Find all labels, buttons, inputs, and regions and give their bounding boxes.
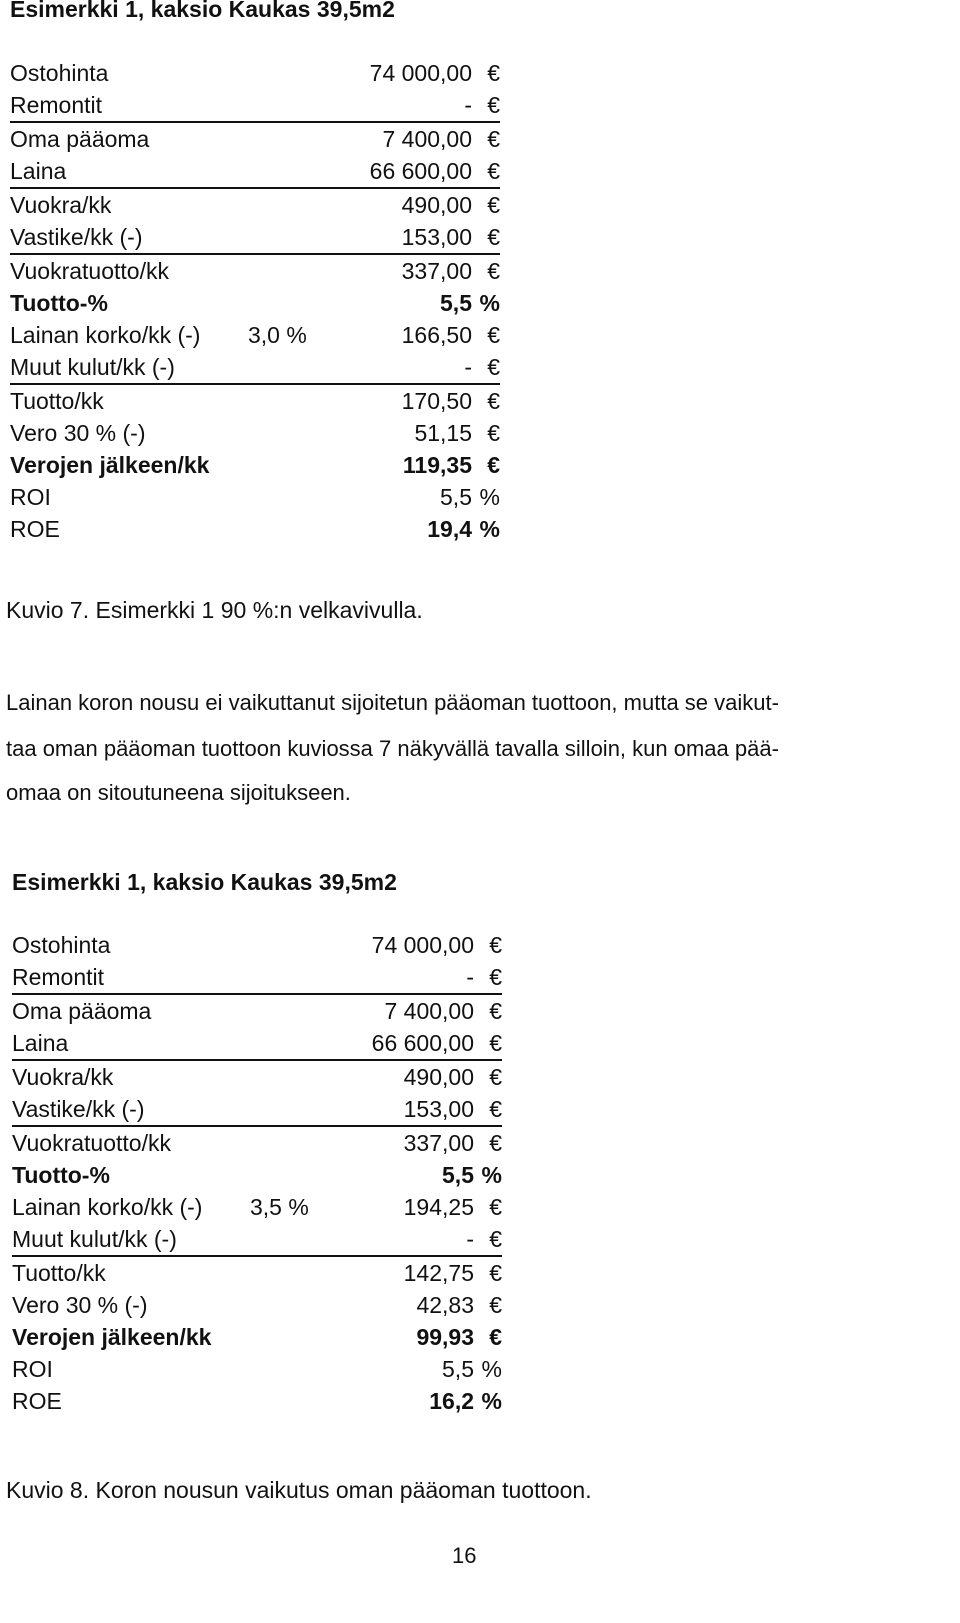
table2 [12,929,502,1417]
row-label: Remontit [12,961,250,994]
row-unit: % [481,1162,502,1188]
row-rate [250,1093,338,1126]
row-value: 99,93 [416,1324,474,1350]
row-unit: € [489,1260,502,1286]
row-rate [248,384,336,417]
table-row [10,513,500,545]
paragraph-line-2: taa oman pääoman tuottoon kuviossa 7 näkyvällä tavalla silloin, kun omaa pää- [6,736,779,761]
row-unit: € [489,1324,502,1350]
row-unit: € [487,322,500,348]
table-row [12,1321,502,1353]
row-rate [250,929,338,961]
paragraph-line-3: omaa on sitoutuneena sijoitukseen. [6,780,351,805]
row-label: Verojen jälkeen/kk [10,452,210,478]
row-value: 490,00 [403,1064,474,1090]
row-label: Laina [12,1027,250,1060]
row-unit: % [479,516,500,542]
row-unit: % [481,1356,502,1382]
row-rate [250,1060,338,1093]
table1-title: Esimerkki 1, kaksio Kaukas 39,5m2 [10,0,395,22]
row-rate [250,961,338,994]
row-label: Oma pääoma [12,998,152,1024]
table-row [10,417,500,449]
row-rate [248,449,336,481]
table-row [12,994,502,1027]
row-unit: € [474,1027,502,1060]
row-rate [250,1027,338,1060]
row-rate [248,513,336,545]
table-row [12,1289,502,1321]
row-label: Ostohinta [10,60,109,86]
table-row [10,287,500,319]
table-row [12,1385,502,1417]
row-unit: € [489,1064,502,1090]
table-row [10,384,500,417]
table-row [12,1027,502,1060]
row-rate [248,89,336,122]
row-unit: € [487,258,500,284]
table-row [10,155,500,188]
row-label: Vuokratuotto/kk [12,1130,171,1156]
row-label: Oma pääoma [10,126,150,152]
row-unit: € [489,1194,502,1220]
row-unit: % [481,1388,502,1414]
row-label: Verojen jälkeen/kk [12,1324,212,1350]
row-unit: € [472,221,500,254]
row-value: 66 600,00 [338,1027,474,1060]
row-rate [250,1159,338,1191]
row-value: 66 600,00 [336,155,472,188]
row-value: 7 400,00 [384,998,474,1024]
row-rate [250,1385,338,1417]
row-label: Laina [10,155,248,188]
row-unit: € [487,388,500,414]
row-label: Tuotto-% [12,1162,110,1188]
row-value: 16,2 [429,1388,474,1414]
row-label: Tuotto/kk [12,1260,106,1286]
table-row [10,89,500,122]
row-label: Remontit [10,89,248,122]
table-row [10,57,500,89]
row-value: - [338,1223,474,1256]
row-value: 490,00 [401,192,472,218]
row-unit: € [474,1223,502,1256]
row-rate [248,122,336,155]
row-label: Lainan korko/kk (-) [10,322,201,348]
row-rate [250,1289,338,1321]
table-row [12,1159,502,1191]
row-label: ROI [12,1356,53,1382]
row-value: - [338,961,474,994]
table1 [10,57,500,545]
table-row [10,481,500,513]
table2-title: Esimerkki 1, kaksio Kaukas 39,5m2 [12,869,397,895]
row-value: - [336,89,472,122]
row-label: Muut kulut/kk (-) [10,351,248,384]
table-row [12,1256,502,1289]
table-row [10,319,500,351]
row-label: Vastike/kk (-) [12,1093,250,1126]
row-label: Vuokra/kk [12,1064,114,1090]
row-label: Vuokratuotto/kk [10,258,169,284]
row-unit: € [487,126,500,152]
row-unit: € [487,192,500,218]
paragraph-line-1: Lainan koron nousu ei vaikuttanut sijoitetun pääoman tuottoon, mutta se vaikut- [6,690,779,715]
table-row [12,1093,502,1126]
row-value: 5,5 [440,484,472,510]
row-label: Tuotto/kk [10,388,104,414]
table-row [12,1060,502,1093]
row-unit: € [474,961,502,994]
row-rate [248,57,336,89]
table-row [10,254,500,287]
row-value: 194,25 [403,1194,474,1220]
row-label: Muut kulut/kk (-) [12,1223,250,1256]
row-rate [250,1256,338,1289]
row-rate: 3,0 % [248,322,307,348]
figure-caption-7: Kuvio 7. Esimerkki 1 90 %:n velkavivulla. [6,597,423,623]
row-rate [248,254,336,287]
table-row [10,188,500,221]
row-value: 119,35 [402,452,472,478]
row-unit: € [489,998,502,1024]
row-unit: € [472,351,500,384]
table-row [12,1191,502,1223]
row-value: 19,4 [427,516,472,542]
row-label: Vastike/kk (-) [10,221,248,254]
row-rate [248,155,336,188]
row-rate [250,1353,338,1385]
table-row [10,221,500,254]
table-row [12,1126,502,1159]
row-unit: € [489,932,502,958]
row-rate: 3,5 % [250,1194,309,1220]
row-unit: € [489,1292,502,1318]
row-rate [248,417,336,449]
row-rate [248,221,336,254]
row-value: 153,00 [338,1093,474,1126]
row-unit: € [487,452,500,478]
row-rate [248,481,336,513]
row-value: 74 000,00 [371,932,474,958]
row-unit: € [489,1130,502,1156]
table-row [12,961,502,994]
row-label: ROI [10,484,51,510]
row-label: Lainan korko/kk (-) [12,1194,203,1220]
row-rate [248,351,336,384]
row-unit: € [487,420,500,446]
row-unit: € [472,155,500,188]
row-rate [250,1126,338,1159]
row-label: ROE [12,1388,62,1414]
row-value: 337,00 [403,1130,474,1156]
table-row [12,1223,502,1256]
row-unit: % [479,290,500,316]
row-value: 337,00 [401,258,472,284]
row-value: 5,5 [440,290,472,316]
figure-caption-8: Kuvio 8. Koron nousun vaikutus oman pääoman tuottoon. [6,1477,592,1503]
row-rate [248,287,336,319]
row-label: Vuokra/kk [10,192,112,218]
table-row [10,351,500,384]
row-value: 42,83 [416,1292,474,1318]
row-unit: € [474,1093,502,1126]
row-value: 51,15 [414,420,472,446]
row-value: 166,50 [401,322,472,348]
row-value: - [336,351,472,384]
table-row [12,1353,502,1385]
row-unit: € [472,89,500,122]
row-value: 170,50 [401,388,472,414]
row-rate [250,994,338,1027]
table-row [10,449,500,481]
row-unit: % [479,484,500,510]
row-rate [248,188,336,221]
row-value: 7 400,00 [382,126,472,152]
page-number: 16 [452,1543,477,1568]
row-label: Ostohinta [12,932,111,958]
row-value: 142,75 [403,1260,474,1286]
row-value: 5,5 [442,1356,474,1382]
row-label: ROE [10,516,60,542]
row-rate [250,1223,338,1256]
row-unit: € [487,60,500,86]
table-row [10,122,500,155]
row-label: Vero 30 % (-) [10,420,146,446]
row-rate [250,1321,338,1353]
row-label: Tuotto-% [10,290,108,316]
row-value: 74 000,00 [369,60,472,86]
row-label: Vero 30 % (-) [12,1292,148,1318]
table-row [12,929,502,961]
row-value: 153,00 [336,221,472,254]
row-value: 5,5 [442,1162,474,1188]
